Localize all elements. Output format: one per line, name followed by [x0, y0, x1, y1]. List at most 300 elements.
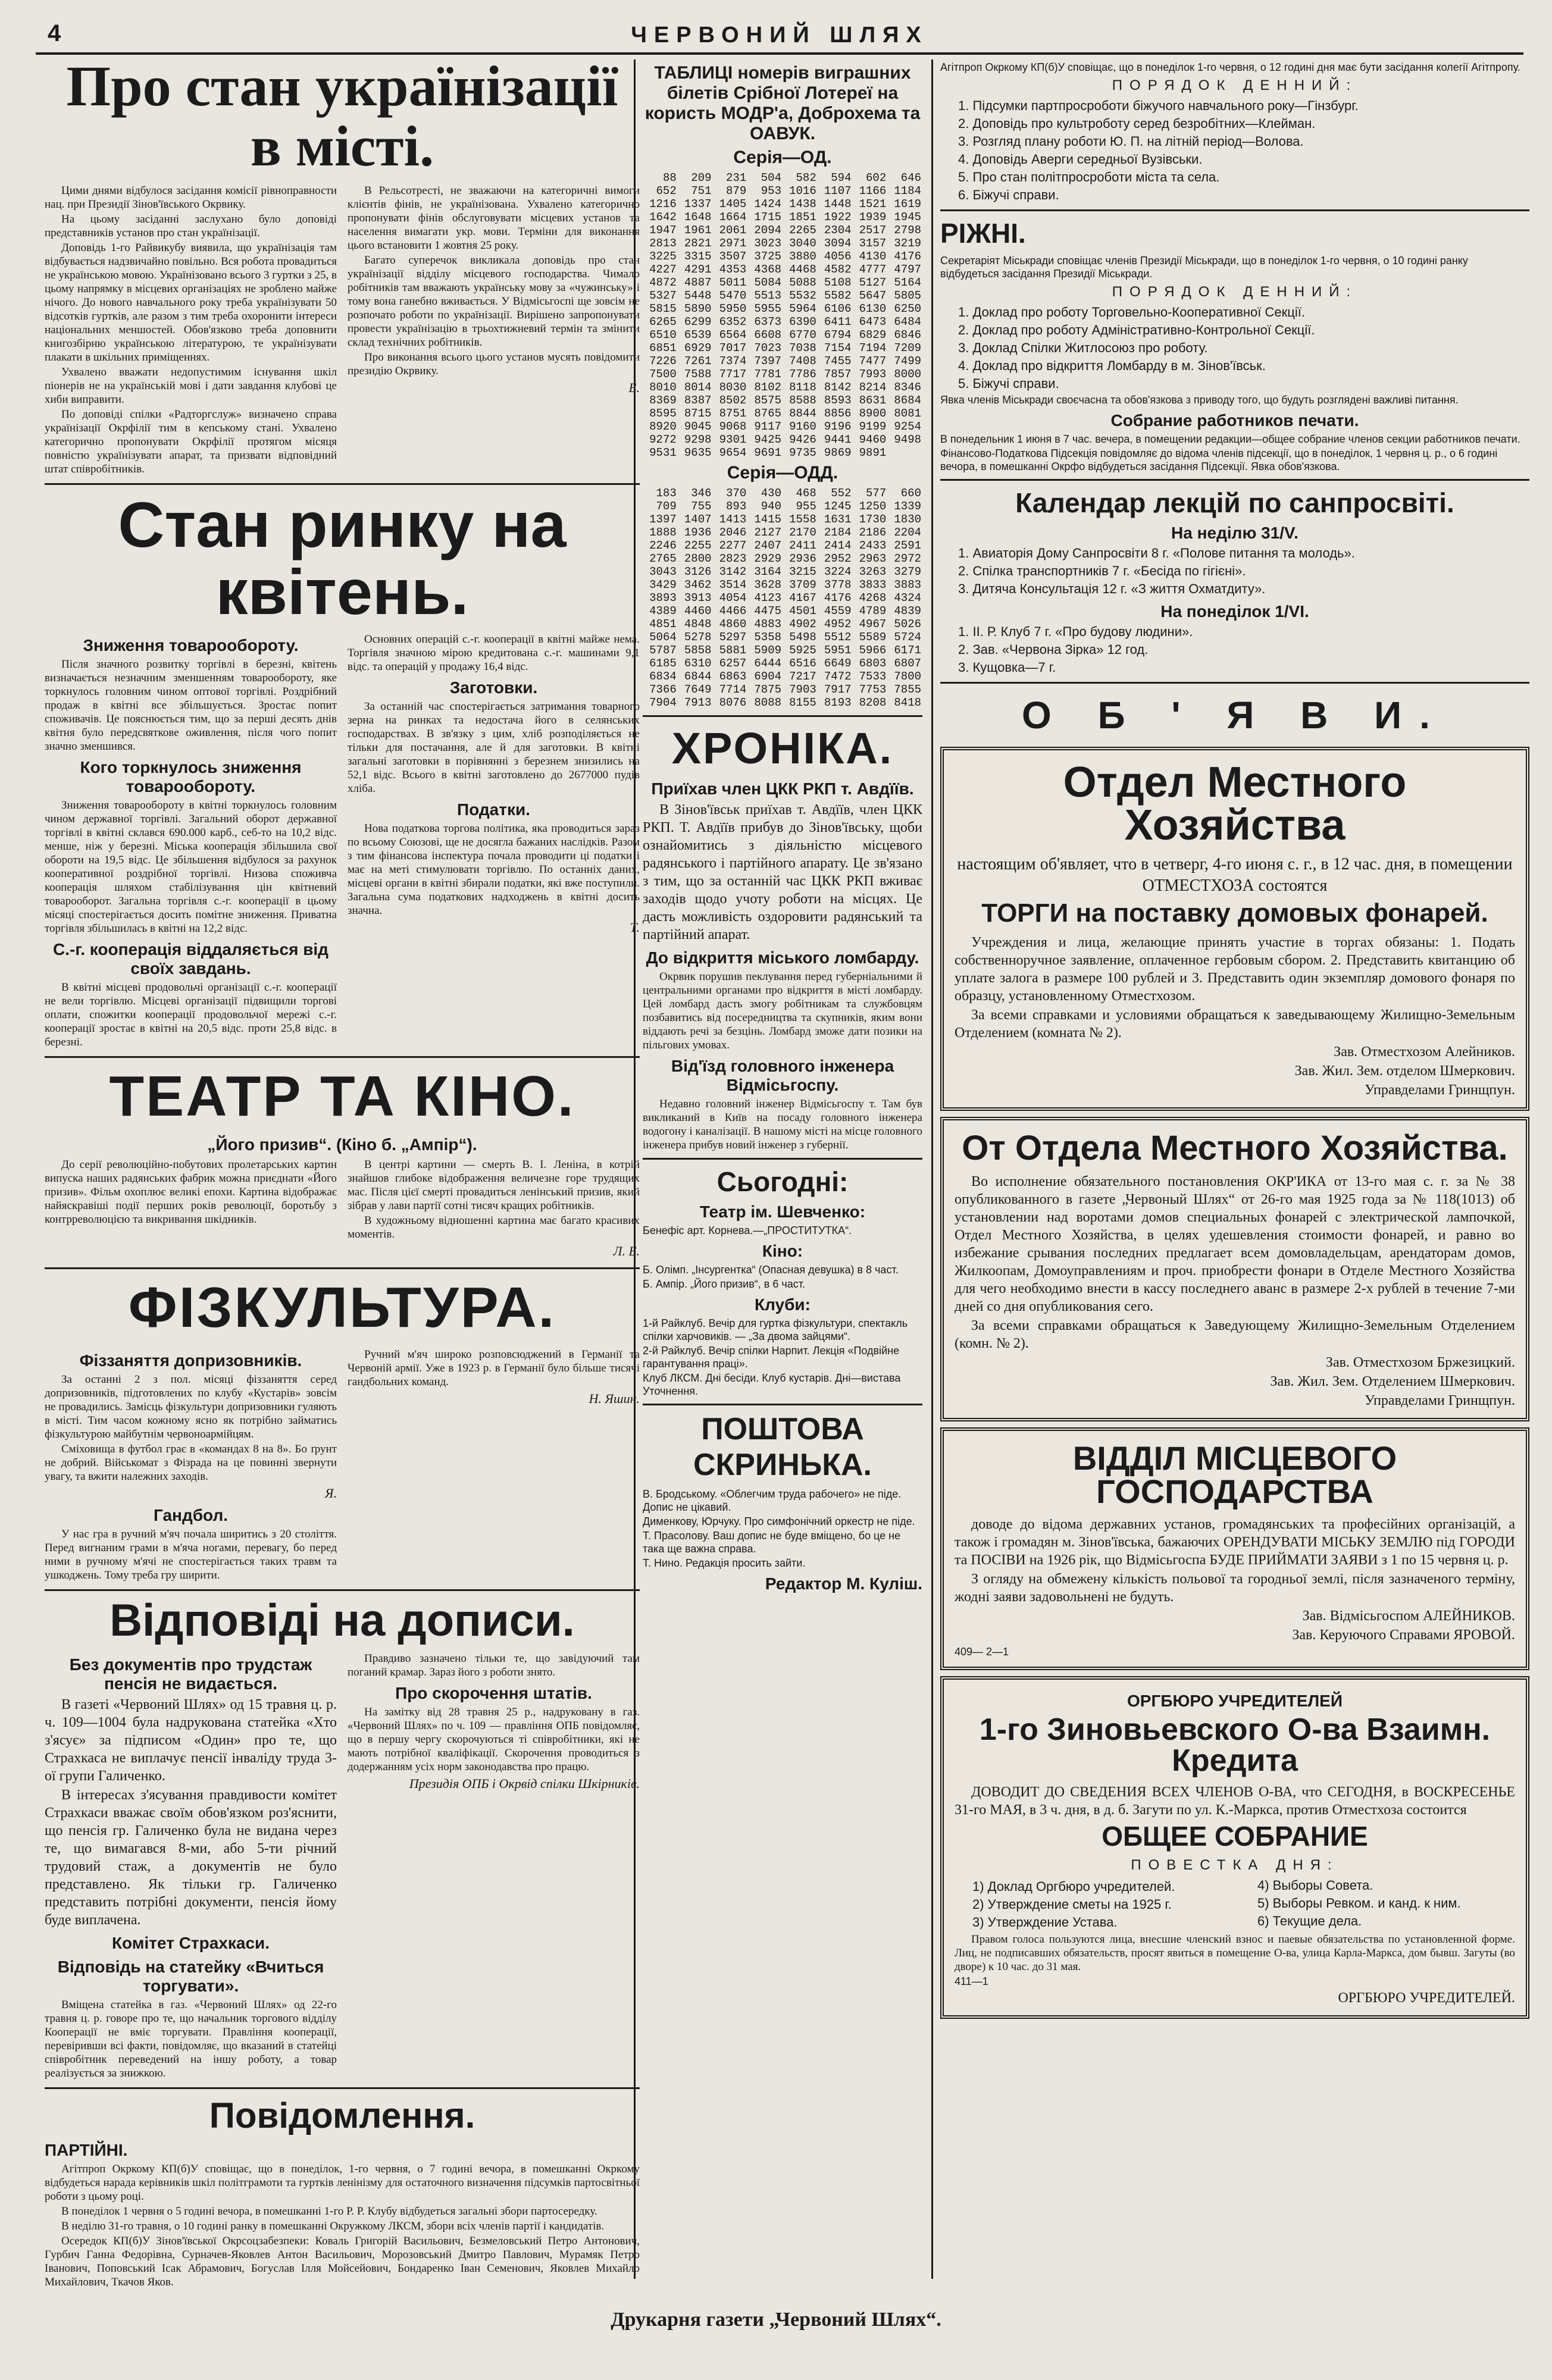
lottery-number: 1415: [754, 513, 781, 526]
lottery-number: 7800: [894, 670, 921, 683]
lottery-number: 2813: [649, 237, 677, 250]
ad-signature: ОРГБЮРО УЧРЕДИТЕЛЕЙ.: [1338, 1990, 1515, 2006]
list-item: 3. Дитяча Консультація 12 г. «З життя Охматдиту».: [958, 581, 1266, 596]
ad-top-line: ОРГБЮРО УЧРЕДИТЕЛЕЙ: [1127, 1692, 1343, 1710]
lottery-number: 1245: [824, 500, 852, 513]
lottery-number: 955: [796, 500, 816, 513]
chronicle-paragraph: Окрвик порушив пеклування перед губерніальними й центральними органами про відкриття в місті ломбарду. Цей ломбард дасть змогу робітникам та службовцям позбавитись від посередництва та скупників, яким вони віддають речі за безцінь. Ломбард зможе дати позики на пільгових умовах.: [643, 970, 922, 1051]
lottery-number: 4123: [754, 591, 781, 605]
lottery-number: 646: [900, 171, 921, 184]
lottery-number: 5787: [649, 644, 677, 657]
lottery-number: 1521: [859, 198, 887, 211]
lottery-number: 4227: [649, 263, 677, 276]
lottery-number: 5278: [684, 631, 712, 644]
lottery-number: 6564: [719, 328, 747, 342]
lottery-row: [643, 591, 922, 605]
lottery-number: 209: [691, 171, 712, 184]
list-item: 1) Доклад Оргбюро учредителей.: [972, 1879, 1175, 1894]
lottery-number: 9298: [684, 433, 712, 446]
ad-agenda-list: [955, 1877, 1515, 1931]
lottery-number: 3040: [789, 237, 816, 250]
lottery-number: 7588: [684, 368, 712, 381]
market-subheading: Кого торкнулось зниження товарообороту.: [80, 758, 302, 796]
sport-subheading: Гандбол.: [153, 1506, 229, 1525]
lottery-number: 5815: [649, 302, 677, 315]
lottery-row: [643, 644, 922, 657]
lottery-number: 3215: [789, 565, 816, 578]
lottery-row: [643, 198, 922, 211]
ad-text: За всеми справками и условиями обращаться к заведывающему Жилищно-Земельным Отделением (комната № 2).: [955, 1007, 1515, 1041]
lottery-number: 6299: [684, 315, 712, 328]
lottery-number: 4268: [859, 591, 887, 605]
lottery-number: 5064: [649, 631, 677, 644]
ad-signature: Зав. Керуючого Справами ЯРОВОЙ.: [1292, 1627, 1515, 1643]
lottery-number: 4389: [649, 605, 677, 618]
lottery-number: 8751: [719, 407, 747, 420]
lottery-number: 6265: [649, 315, 677, 328]
lottery-number: 8208: [859, 696, 887, 709]
lottery-number: 9531: [649, 446, 677, 459]
lottery-number: 8595: [649, 407, 677, 420]
sport-signature: Н. Яшин.: [589, 1391, 640, 1407]
lottery-number: 2127: [754, 526, 781, 539]
lottery-table-2: [643, 487, 922, 709]
lottery-number: 3126: [684, 565, 712, 578]
lottery-number: 5164: [894, 276, 921, 289]
ad-highlight: ОБЩЕЕ СОБРАНИЕ: [1102, 1821, 1368, 1852]
list-item: 4. Доклад про відкриття Ломбарду в м. Зінов'ївськ.: [958, 358, 1266, 373]
lottery-number: 5881: [719, 644, 747, 657]
ukr-paragraph: Багато суперечок викликала доповідь про стан українізації відділу місцевого господарства. Чимало робітників там вважають українську мову за «чужинську» і тому вона ганебно вживається. У Відмісьгоспі ще зовсім не розпочато роботи по українізації. Вирішено запропонувати провести українізацію в трьохтижневий термін та змінити склад технічних робітників.: [348, 253, 640, 349]
replies-subheading: Про скорочення штатів.: [395, 1684, 592, 1703]
lottery-number: 2061: [719, 224, 747, 237]
ad-text: За всеми справками обращаться к Заведующему Жилищно-Земельным Отделением (комн. № 2).: [955, 1318, 1515, 1351]
lottery-number: 8088: [754, 696, 781, 709]
sport-signature: Я.: [325, 1486, 337, 1501]
notices-paragraph: Осередок КП(б)У Зінов'ївської Окрсоцзабезпеки: Коваль Григорій Васильович, Безмеловський Петро Антонович, Гурбич Ганна Федорівна, Сурначев-Яковлев Антон Васильович, Морозовський Дмитро Павлович, Мурамяк Петро Іванович, Поповський Ісак Абрамович, Богуслав Ілля Мойсейович, Бондаренко Іван Семенович, Яковлев Михайло Михайлович, Ткачов Яков.: [45, 2235, 640, 2289]
lottery-number: 2517: [859, 224, 887, 237]
lottery-row: [643, 433, 922, 446]
market-paragraph: Після значного розвитку торгівлі в березні, квітень визначається незначним зменшенням товарообороту, яке торкнулось головним чином оптової торгівлі. Роздрібний продаж в квітні все збільшується. Зростає попит споживачів. Це пояснюється тим, що за перші десять днів квітня було передсвяткове оживлення, після чого попит значно зменшився.: [45, 658, 337, 753]
ukr-paragraph: Ухвалено вважати недопустимим існування шкіл піонерів не на українській мові і дати завдання клубові це хиби виправити.: [45, 365, 337, 406]
lottery-number: 1851: [789, 211, 816, 224]
today-theatre-show: Бенефіс арт. Корнева.—„ПРОСТИТУТКА“.: [643, 1225, 852, 1236]
sport-paragraph: У нас гра в ручний м'яч почала ширитись з 20 століття. Перед вигнаним грами в м'яча ногами, перевагу, бо перед ними в ручному м'ячі не спостерігається таких травм та ушкоджень. Тому треба гру ширити.: [45, 1528, 337, 1582]
column-right: [940, 60, 1529, 2279]
lottery-number: 4851: [649, 618, 677, 631]
lottery-table-1: [643, 171, 922, 459]
lottery-number: 2821: [684, 237, 712, 250]
lottery-number: 1424: [754, 198, 781, 211]
lottery-number: 430: [761, 487, 781, 500]
theatre-subtitle: „Його призив“. (Кіно б. „Ампір“).: [207, 1135, 477, 1154]
ad-local-economy: [940, 1427, 1529, 1670]
lottery-number: 8000: [894, 368, 921, 381]
lottery-number: 1339: [894, 500, 921, 513]
page-number: 4: [48, 20, 61, 46]
lottery-number: 231: [726, 171, 747, 184]
lottery-number: 6829: [859, 328, 887, 342]
list-item: 2. Доповідь про культроботу серед безробітних—Клейман.: [958, 116, 1316, 131]
lottery-number: 6863: [719, 670, 747, 683]
misc-heading: РІЖНІ.: [940, 218, 1026, 249]
lottery-number: 4353: [719, 263, 747, 276]
lottery-number: 9654: [719, 446, 747, 459]
lottery-number: 8575: [754, 394, 781, 407]
lottery-number: 2170: [789, 526, 816, 539]
lottery-number: 6929: [684, 342, 712, 355]
lottery-number: 7717: [719, 368, 747, 381]
lottery-number: 9196: [824, 420, 852, 433]
lottery-number: 9068: [719, 420, 747, 433]
lottery-number: 5532: [789, 289, 816, 302]
lottery-number: 5513: [754, 289, 781, 302]
lottery-number: 3507: [719, 250, 747, 263]
lottery-number: 5088: [789, 276, 816, 289]
sport-paragraph: За останні 2 з пол. місяці фіззаняття серед допризовників, підготовлених по клубу «Кустарів» зовсім не провадились. Замісць фізкультури допризовники гуляють в місті. Тим часом кожному ясно як потрібно займатись фізкультурою майбутнім червоноармійцям.: [45, 1373, 337, 1441]
lottery-row: [643, 578, 922, 591]
lottery-number: 8193: [824, 696, 852, 709]
lottery-row: [643, 394, 922, 407]
list-item: 2. Спілка транспортників 7 г. «Бесіда по гігієні».: [958, 563, 1246, 578]
lottery-number: 1619: [894, 198, 921, 211]
lottery-number: 468: [796, 487, 816, 500]
lottery-number: 6608: [754, 328, 781, 342]
lottery-number: 88: [662, 171, 677, 184]
theatre-signature: Л. Б.: [613, 1244, 640, 1259]
lottery-row: [643, 302, 922, 315]
ad-code: 409— 2—1: [955, 1646, 1009, 1658]
lottery-number: 2800: [684, 552, 712, 565]
replies-signature: Комітет Страхкаси.: [111, 1934, 270, 1953]
replies-signature: Президія ОПБ і Окрвід спілки Шкірників.: [409, 1776, 640, 1792]
lottery-number: 7038: [789, 342, 816, 355]
lottery-number: 1730: [859, 513, 887, 526]
lottery-number: 8142: [824, 381, 852, 394]
lottery-number: 2952: [824, 552, 852, 565]
lottery-number: 1216: [649, 198, 677, 211]
lottery-number: 8856: [824, 407, 852, 420]
ad-text: Учреждения и лица, желающие принять участие в торгах обязаны: 1. Подать собственноручное заявление, оплаченное гербовым сбором. 2. Представить квитанцию об уплате залога в размере 100 рублей и 3. Представить один экземпляр домового фонаря по образцу, установленному Отместхозом.: [955, 935, 1515, 1004]
lottery-number: 3514: [719, 578, 747, 591]
lottery-number: 1922: [824, 211, 852, 224]
lottery-number: 4952: [824, 618, 852, 631]
ukr-signature: Б.: [628, 380, 640, 395]
lottery-number: 7408: [789, 355, 816, 368]
lottery-number: 8346: [894, 381, 921, 394]
lottery-number: 6444: [754, 657, 781, 670]
lottery-number: 6539: [684, 328, 712, 342]
lectures-day: На понеділок 1/VI.: [1160, 602, 1309, 621]
ad-text: настоящим об'являет, что в четверг, 4-го июня с. г., в 12 час. дня, в помещении ОТМЕСТХОЗА состоятся: [957, 855, 1513, 895]
lottery-number: 7786: [789, 368, 816, 381]
lottery-number: 9045: [684, 420, 712, 433]
list-item: 2) Утверждение сметы на 1925 г.: [972, 1897, 1172, 1912]
lottery-number: 940: [761, 500, 781, 513]
lottery-number: 4460: [684, 605, 712, 618]
mailbox-item: Дименкову, Юрчуку. Про симфонічний оркестр не піде.: [643, 1515, 915, 1527]
lottery-number: 9691: [754, 446, 781, 459]
ukr-paragraph: На цьому засіданні заслухано було доповіді представників установ про стан українізації.: [45, 212, 337, 239]
today-kino: Кіно:: [762, 1242, 803, 1260]
lottery-number: 3279: [894, 565, 921, 578]
lottery-number: 1250: [859, 500, 887, 513]
ad-otmeskhoz-auction: [940, 747, 1529, 1111]
lottery-number: 7781: [754, 368, 781, 381]
lottery-number: 5951: [824, 644, 852, 657]
lottery-row: [643, 250, 922, 263]
lottery-number: 7226: [649, 355, 677, 368]
notices-party-heading: ПАРТІЙНІ.: [45, 2141, 128, 2160]
lottery-number: 7649: [684, 683, 712, 696]
lottery-number: 6484: [894, 315, 921, 328]
lottery-number: 1631: [824, 513, 852, 526]
replies-title: Відповіді на дописи.: [109, 1595, 575, 1646]
lottery-number: 5327: [649, 289, 677, 302]
chronicle-paragraph: Недавно головний інженер Відмісьгоспу т. Там був викликаний в Київ на посаду головного інженера водогону і каналізації. В нашому місті на місце головного інженера прибув новий інженер з губернії.: [643, 1098, 922, 1151]
lectures-list-2: [940, 624, 1529, 676]
lottery-number: 2184: [824, 526, 852, 539]
lottery-row: [643, 526, 922, 539]
notices-paragraph: В неділю 31-го травня, о 10 годині ранку в помешканні Окружкому ЛКСМ, збори всіх членів партії і кандидатів.: [61, 2220, 605, 2233]
ukr-paragraph: В Рельсотресті, не зважаючи на категоричні вимоги клієнтів фінів, не українізована. Ухвалено категорично пропонувати фінів обслуговувати місцевих установ та населення вимагати укр. мови. Терміни для виконання цього встановити 1 жовтня 25 року.: [348, 184, 640, 252]
lottery-number: 8502: [719, 394, 747, 407]
lottery-number: 1407: [684, 513, 712, 526]
ad-heading: От Отдела Местного Хозяйства.: [962, 1129, 1508, 1167]
lottery-series-1: Серія—ОД.: [733, 148, 832, 167]
market-subheading: Зниження товарообороту.: [83, 636, 299, 655]
lottery-number: 8010: [649, 381, 677, 394]
lottery-number: 7993: [859, 368, 887, 381]
today-theatre: Театр ім. Шевченко:: [699, 1202, 866, 1221]
lottery-number: 5805: [894, 289, 921, 302]
lottery-row: [643, 224, 922, 237]
lottery-number: 9869: [824, 446, 852, 459]
replies-article: [45, 1651, 640, 2081]
ukrainization-article: [45, 183, 640, 477]
lottery-number: 8030: [719, 381, 747, 394]
lottery-number: 6473: [859, 315, 887, 328]
lottery-number: 1413: [719, 513, 747, 526]
editor-signature: Редактор М. Куліш.: [765, 1574, 922, 1593]
list-item: 1. Авиаторія Дому Санпросвіти 8 г. «Полове питання та молодь».: [958, 546, 1355, 560]
theatre-paragraph: В художньому відношенні картина має багато красивих моментів.: [348, 1214, 640, 1241]
lottery-number: 2277: [719, 539, 747, 552]
lottery-number: 3778: [824, 578, 852, 591]
lottery-number: 3429: [649, 578, 677, 591]
lottery-number: 4291: [684, 263, 712, 276]
lottery-number: 1888: [649, 526, 677, 539]
lottery-number: 4176: [824, 591, 852, 605]
lottery-number: 3913: [684, 591, 712, 605]
lottery-number: 3142: [719, 565, 747, 578]
lottery-number: 4789: [859, 605, 887, 618]
lottery-number: 1664: [719, 211, 747, 224]
lottery-number: 1184: [894, 184, 921, 198]
theatre-paragraph: До серії революційно-побутових пролетарських картин випуска наших радянських фабрик можна приєднати «Його призив». Фільм охоплює великі епохи. Картина відображає найяскравіші події перших років революції, боротьбу з контрреволюцією та викривання шкідників.: [45, 1158, 337, 1226]
lottery-title: ТАБЛИЦІ номерів виграшних білетів Срібної Лотереї на користь МОДР'а, Доброхема та ОАВУК.: [644, 63, 921, 143]
today-club-item: 2-й Райклуб. Вечір спілки Нарпит. Лекція «Подвійне гарантування праці».: [643, 1345, 900, 1370]
lottery-number: 5955: [754, 302, 781, 315]
lottery-row: [643, 342, 922, 355]
column-rule-2: [931, 60, 933, 2279]
ad-heading: 1-го Зиновьевского О-ва Взаимн. Кредита: [979, 1712, 1491, 1778]
lottery-number: 8155: [789, 696, 816, 709]
lottery-number: 6846: [894, 328, 921, 342]
ad-text: доводе до відома державних установ, громадянських та професійних організацій, а також і громадян м. Зінов'ївська, бажаючих ОРЕНДУВАТИ МІСЬКУ ЗЕМЛЮ під ГОРОДИ та ПОСІВИ на 1926 рік, що Відмісьгоспа БУДЕ ПРИЙМАТИ ЗАЯВИ з 1 по 15 червня ц. р.: [955, 1517, 1515, 1568]
list-item: 1. II. Р. Клуб 7 г. «Про будову людини».: [958, 624, 1193, 639]
ad-highlight: ТОРГИ на поставку домовых фонарей.: [981, 898, 1488, 928]
lottery-number: 2963: [859, 552, 887, 565]
lottery-row: [643, 355, 922, 368]
sport-paragraph: Ручний м'яч широко розповсюджений в Германії та Червоній армії. Уже в 1923 р. в Германії було більше тисячі гандбольних команд.: [348, 1348, 640, 1389]
lottery-number: 2304: [824, 224, 852, 237]
lottery-number: 2972: [894, 552, 921, 565]
list-item: 4) Выборы Совета.: [1257, 1878, 1373, 1893]
lottery-number: 2186: [859, 526, 887, 539]
lottery-number: 6649: [824, 657, 852, 670]
lottery-row: [643, 407, 922, 420]
lottery-number: 2204: [894, 526, 921, 539]
lottery-number: 3880: [789, 250, 816, 263]
lottery-number: 7904: [649, 696, 677, 709]
lottery-number: 2255: [684, 539, 712, 552]
lottery-number: 6904: [754, 670, 781, 683]
lottery-number: 3628: [754, 578, 781, 591]
lottery-number: 9735: [789, 446, 816, 459]
list-item: 3. Розгляд плану роботи Ю. П. на літній період—Волова.: [958, 134, 1304, 149]
lottery-number: 2246: [649, 539, 677, 552]
lottery-number: 8844: [789, 407, 816, 420]
lottery-number: 2591: [894, 539, 921, 552]
ad-signature: Зав. Отместхозом Алейников.: [1334, 1044, 1515, 1060]
market-paragraph: Нова податкова торгова політика, яка проводиться зараз по всьому Союзові, ще не досягла бажаних наслідків. Разом з тим фінансова інспектура почала проводити ці податки і має на меті стимулювати торгівлю. По останніх даних, місцеві органи в квітні збирали податки, які вже поступили. Загальна сума податкових надходжень в квітні досить значна.: [348, 822, 640, 917]
lottery-number: 2094: [754, 224, 781, 237]
today-kino-item: Б. Ампір. „Його призив“, в 6 част.: [643, 1278, 805, 1290]
lottery-number: 8118: [789, 381, 816, 394]
lottery-row: [643, 657, 922, 670]
press-workers-heading: Собрание работников печати.: [1110, 411, 1359, 430]
notices-title: Повідомлення.: [209, 2096, 475, 2136]
lottery-number: 7261: [684, 355, 712, 368]
list-item: 5. Про стан політпросроботи міста та села.: [958, 170, 1220, 184]
lottery-number: 8102: [754, 381, 781, 394]
lottery-number: 4130: [859, 250, 887, 263]
market-subheading: Податки.: [457, 800, 530, 819]
press-workers-notice: В понедельник 1 июня в 7 час. вечера, в помещении редакции—общее собрание членов секции работников печати.: [940, 433, 1520, 445]
lottery-row: [643, 605, 922, 618]
lottery-row: [643, 446, 922, 459]
lottery-number: 755: [691, 500, 712, 513]
theatre-title: ТЕАТР ТА КІНО.: [109, 1064, 575, 1129]
lottery-number: 3833: [859, 578, 887, 591]
lottery-series-2: Серія—ОДД.: [727, 463, 838, 483]
lottery-number: 1939: [859, 211, 887, 224]
ukr-paragraph: По доповіді спілки «Радторгслуж» визначено справа українізації Окрфілії тим в кепському стані. Ухвалено категорично пропонувати Окрфілії протягом місяця повністю українізувати апарат, та призвати відповідний штат співробітників.: [45, 408, 337, 475]
list-item: 6. Біжучі справи.: [958, 187, 1059, 202]
lottery-number: 9635: [684, 446, 712, 459]
lottery-number: 7374: [719, 355, 747, 368]
lottery-number: 6390: [789, 315, 816, 328]
lottery-number: 4324: [894, 591, 921, 605]
lottery-number: 3043: [649, 565, 677, 578]
lottery-number: 3315: [684, 250, 712, 263]
lottery-number: 9160: [789, 420, 816, 433]
lottery-number: 9254: [894, 420, 921, 433]
lottery-number: 4860: [719, 618, 747, 631]
ukr-paragraph: Доповідь 1-го Райвикубу виявила, що українізація там відбувається надзвичайно повільно. Вся робота провадиться не українською мовою. Українізовано всього 3 гуртки з 25, в цьому напрямку в місцевих організаціях не зроблено майже нічого. До нового навчального року треба українізувати 50 відсотків гуртків, але разом з тим треба охоронити інтереси національних меншостей. Обов'язково треба доповнити книгозбірню українською літературою, те українізувати плакати в шкільних приміщеннях.: [45, 241, 337, 364]
lottery-row: [643, 487, 922, 500]
lottery-number: 1016: [789, 184, 816, 198]
lottery-number: 4839: [894, 605, 921, 618]
lottery-row: [643, 315, 922, 328]
mailbox-item: Т. Нино. Редакція просить зайти.: [643, 1557, 806, 1569]
lottery-number: 5950: [719, 302, 747, 315]
lottery-number: 346: [691, 487, 712, 500]
ad-mutual-credit: [940, 1676, 1529, 2019]
misc-notice: Явка членів Міськради своєчасна та обов'язкова з приводу того, що будуть розглядені важливі питання.: [940, 394, 1459, 406]
lectures-day: На неділю 31/V.: [1171, 524, 1298, 542]
ad-otmeskhoz-lanterns: [940, 1117, 1529, 1421]
list-item: 3. Доклад Спілки Житлосоюз про роботу.: [958, 340, 1208, 355]
lottery-number: 1558: [789, 513, 816, 526]
lottery-number: 5297: [719, 631, 747, 644]
lottery-number: 2798: [894, 224, 921, 237]
lottery-row: [643, 552, 922, 565]
lottery-number: 8631: [859, 394, 887, 407]
ad-code: 411—1: [955, 1975, 988, 1987]
lottery-number: 5448: [684, 289, 712, 302]
lottery-number: 5512: [824, 631, 852, 644]
lottery-number: 5647: [859, 289, 887, 302]
lottery-number: 183: [656, 487, 677, 500]
notices-paragraph: Агітпроп Окркому КП(б)У сповіщає, що в понеділок, 1-го червня, о 7 годині вечора, в помешканні Окркому відбудеться нарада керівників шкіл політграмоти та гуртків ленінізму для остаточного визначення підсумків партосвітньої роботи з цьому році.: [45, 2163, 640, 2203]
lottery-number: 660: [900, 487, 921, 500]
lottery-number: 5026: [894, 618, 921, 631]
lottery-number: 4501: [789, 605, 816, 618]
lottery-number: 9441: [824, 433, 852, 446]
lottery-number: 5582: [824, 289, 852, 302]
lottery-number: 8588: [789, 394, 816, 407]
lottery-number: 6844: [684, 670, 712, 683]
market-article: [45, 631, 640, 1050]
lottery-number: 2046: [719, 526, 747, 539]
ad-signature: Зав. Отместхозом Бржезицкий.: [1325, 1355, 1515, 1370]
lottery-number: 2823: [719, 552, 747, 565]
ad-text: ДОВОДИТ ДО СВЕДЕНИЯ ВСЕХ ЧЛЕНОВ О-ВА, что СЕГОДНЯ, в ВОСКРЕСЕНЬЕ 31-го МАЯ, в 3 ч. дня, в д. б. Загути по ул. К.-Маркса, против Отместхоза состоится: [955, 1784, 1515, 1818]
replies-paragraph: Вміщена статейка в газ. «Червоний Шлях» од 22-го травня ц. р. говоре про те, що начальник торгового відділу Кооперації не вміє торгувати. Правління кооперації, перевіривши всі факти, повідомляє, що вказаний в статейці співробітник переведений на іншу роботу, а товар реалізується за знижкою.: [45, 1999, 337, 2080]
lottery-number: 7023: [754, 342, 781, 355]
lottery-number: 3157: [859, 237, 887, 250]
lottery-number: 1166: [859, 184, 887, 198]
lottery-number: 6834: [649, 670, 677, 683]
lottery-number: 2971: [719, 237, 747, 250]
lottery-number: 8369: [649, 394, 677, 407]
ad-heading: ВІДДІЛ МІСЦЕВОГО ГОСПОДАРСТВА: [1072, 1439, 1397, 1510]
lottery-number: 3164: [754, 565, 781, 578]
list-item: 2. Доклад про роботу Адміністративно-Контрольної Секції.: [958, 322, 1315, 337]
lottery-number: 9117: [754, 420, 781, 433]
lottery-number: 4054: [719, 591, 747, 605]
lottery-number: 6411: [824, 315, 852, 328]
agenda-heading: ПОРЯДОК ДЕННИЙ:: [1112, 284, 1358, 300]
lottery-number: 893: [726, 500, 747, 513]
lottery-number: 4883: [754, 618, 781, 631]
lottery-number: 6794: [824, 328, 852, 342]
lottery-number: 9425: [754, 433, 781, 446]
ukr-paragraph: Цими днями відбулося засідання комісії рівноправности нац. при Президії Зінов'ївського Окрвику.: [45, 184, 337, 211]
lottery-number: 7857: [824, 368, 852, 381]
